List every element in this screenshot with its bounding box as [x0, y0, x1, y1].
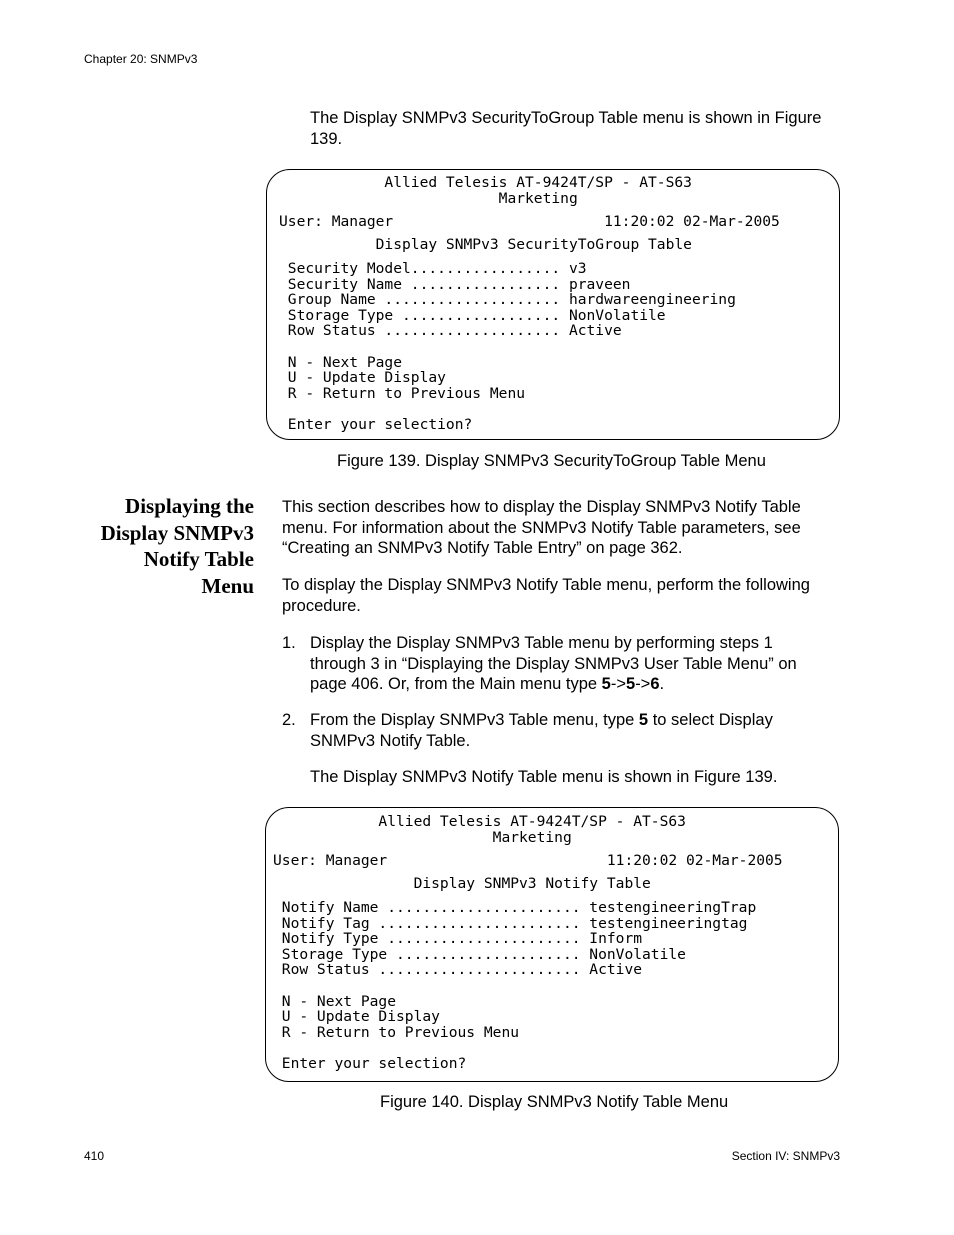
terminal-user-line-139: User: Manager 11:20:02 02-Mar-2005 — [279, 213, 780, 230]
figure-139-caption: Figure 139. Display SNMPv3 SecurityToGroup Table Menu — [337, 452, 766, 470]
terminal-user-line-140: User: Manager 11:20:02 02-Mar-2005 — [273, 852, 783, 869]
step-1-number: 1. — [282, 634, 296, 652]
running-footer-section: Section IV: SNMPv3 — [731, 1149, 840, 1163]
section-heading: Displaying the Display SNMPv3 Notify Table Menu — [100, 494, 254, 598]
terminal-header-139: Allied Telesis AT-9424T/SP - AT-S63 Marketing — [279, 174, 692, 207]
after-steps-paragraph: The Display SNMPv3 Notify Table menu is shown in Figure 139. — [310, 768, 778, 786]
terminal-title-139: Display SNMPv3 SecurityToGroup Table — [279, 236, 692, 253]
terminal-figure-140 — [265, 807, 839, 1082]
running-header: Chapter 20: SNMPv3 — [84, 52, 198, 66]
step-2 — [282, 710, 822, 751]
figure-140-caption: Figure 140. Display SNMPv3 Notify Table Menu — [380, 1093, 729, 1111]
step-1 — [282, 633, 822, 695]
terminal-fields-140: Notify Name ...................... testengineeringTrap Notify Tag ....................... testengineeringtag Notify Type ...................... Inform Storage Type ..................... NonVolatile Row Status ....................... Active N - Next Page U - Update Display R - Return to Previous Menu Enter your selection? — [273, 899, 757, 1072]
terminal-header-140: Allied Telesis AT-9424T/SP - AT-S63 Marketing — [273, 813, 686, 846]
step-2-text: From the Display SNMPv3 Table menu, type 5 to select Display SNMPv3 Notify Table. — [310, 711, 773, 750]
step-2-number: 2. — [282, 711, 296, 729]
terminal-title-140: Display SNMPv3 Notify Table — [273, 875, 651, 892]
section-paragraph-1: This section describes how to display the Display SNMPv3 Notify Table menu. For information about the SNMPv3 Notify Table parameters, see “Creating an SNMPv3 Notify Table Entry” on page 362. — [282, 498, 801, 557]
step-1-text: Display the Display SNMPv3 Table menu by performing steps 1 through 3 in “Displaying the Display SNMPv3 User Table Menu” on page 406. Or, from the Main menu type 5->5->6. — [310, 634, 797, 693]
terminal-fields-139: Security Model................. v3 Security Name ................. praveen Group Name .................... hardwareengineering Storage Type .................. NonVolatile Row Status .................... Active N - Next Page U - Update Display R - Return to Previous Menu Enter your selection? — [279, 260, 736, 433]
section-paragraph-2: To display the Display SNMPv3 Notify Table menu, perform the following procedure. — [282, 576, 810, 615]
terminal-figure-139 — [266, 169, 840, 440]
page-number: 410 — [84, 1149, 105, 1163]
intro-paragraph: The Display SNMPv3 SecurityToGroup Table menu is shown in Figure 139. — [310, 109, 822, 148]
